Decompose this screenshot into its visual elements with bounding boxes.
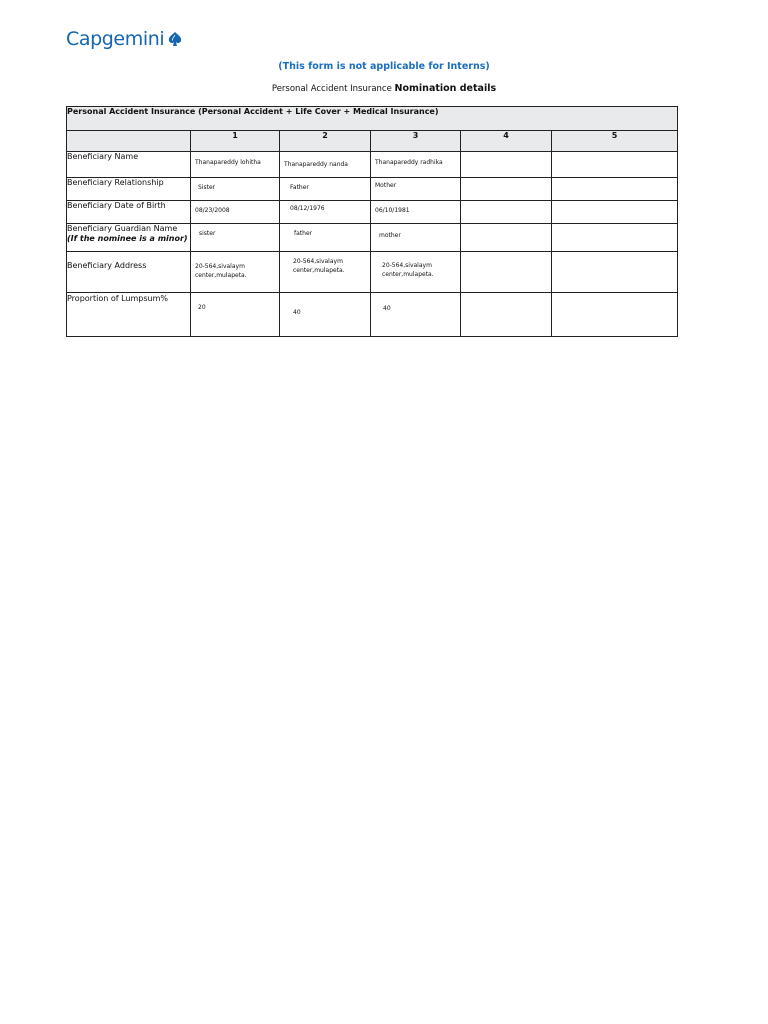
subtitle-bold: Nomination details xyxy=(394,83,497,94)
cell-value: 06/10/1981 xyxy=(375,207,410,214)
relationship-cell-3[interactable] xyxy=(371,178,461,201)
relationship-cell-1[interactable] xyxy=(191,178,280,201)
lumpsum-cell-2[interactable] xyxy=(280,293,371,337)
relationship-cell-2[interactable] xyxy=(280,178,371,201)
table-row-lumpsum-proportion xyxy=(67,293,678,337)
guardian-cell-5[interactable] xyxy=(552,224,678,252)
guardian-cell-1[interactable] xyxy=(191,224,280,252)
lumpsum-cell-1[interactable] xyxy=(191,293,280,337)
table-row-address xyxy=(67,252,678,293)
guardian-cell-2[interactable] xyxy=(280,224,371,252)
dob-cell-4[interactable] xyxy=(461,201,552,224)
cell-value: 08/23/2008 xyxy=(195,207,230,214)
name-cell-1[interactable] xyxy=(191,152,280,178)
name-cell-5[interactable] xyxy=(552,152,678,178)
dob-cell-3[interactable] xyxy=(371,201,461,224)
column-header-row xyxy=(67,131,678,152)
cell-value: Thanapareddy radhika xyxy=(375,159,443,166)
cell-value: 40 xyxy=(383,305,391,312)
row-label: Proportion of Lumpsum% xyxy=(67,293,191,337)
cell-value: father xyxy=(294,230,313,237)
table-row-beneficiary-name xyxy=(67,152,678,178)
row-label: Beneficiary Date of Birth xyxy=(67,201,191,224)
name-cell-3[interactable] xyxy=(371,152,461,178)
nomination-table xyxy=(66,106,678,337)
table-title: Personal Accident Insurance (Personal Accident + Life Cover + Medical Insurance) xyxy=(67,107,678,131)
dob-cell-2[interactable] xyxy=(280,201,371,224)
header-blank-cell xyxy=(67,131,191,152)
cell-value: Sister xyxy=(198,184,216,191)
column-header: 3 xyxy=(371,131,461,152)
column-header: 4 xyxy=(461,131,552,152)
spade-icon xyxy=(167,31,183,47)
table-row-guardian-name xyxy=(67,224,678,252)
guardian-cell-4[interactable] xyxy=(461,224,552,252)
address-cell-5[interactable] xyxy=(552,252,678,293)
guardian-minor-note: (If the nominee is a minor) xyxy=(67,234,188,243)
row-label xyxy=(67,224,191,252)
table-row-date-of-birth xyxy=(67,201,678,224)
cell-value: 40 xyxy=(293,309,301,316)
cell-value: sister xyxy=(199,230,216,237)
lumpsum-cell-4[interactable] xyxy=(461,293,552,337)
address-cell-3[interactable] xyxy=(371,252,461,293)
cell-value: 08/12/1976 xyxy=(290,205,325,212)
address-cell-2[interactable] xyxy=(280,252,371,293)
lumpsum-cell-3[interactable] xyxy=(371,293,461,337)
row-label: Beneficiary Name xyxy=(67,152,191,178)
guardian-label: Beneficiary Guardian Name xyxy=(67,224,178,233)
page-subtitle xyxy=(0,83,768,94)
address-cell-4[interactable] xyxy=(461,252,552,293)
cell-value: 20-564,sivalaym center,mulapeta. xyxy=(195,263,247,279)
relationship-cell-4[interactable] xyxy=(461,178,552,201)
address-cell-1[interactable] xyxy=(191,252,280,293)
cell-value: 20 xyxy=(198,304,206,311)
name-cell-2[interactable] xyxy=(280,152,371,178)
table-row-relationship xyxy=(67,178,678,201)
subtitle-regular: Personal Accident Insurance xyxy=(271,84,392,94)
name-cell-4[interactable] xyxy=(461,152,552,178)
capgemini-logo xyxy=(66,26,183,52)
cell-value: 20-564,sivalaym center,mulapeta. xyxy=(382,262,434,278)
cell-value: Father xyxy=(290,184,309,191)
lumpsum-cell-5[interactable] xyxy=(552,293,678,337)
dob-cell-5[interactable] xyxy=(552,201,678,224)
column-header: 1 xyxy=(191,131,280,152)
column-header: 2 xyxy=(280,131,371,152)
cell-value: mother xyxy=(379,232,401,239)
cell-value: Mother xyxy=(375,182,397,189)
dob-cell-1[interactable] xyxy=(191,201,280,224)
cell-value: Thanapareddy lohitha xyxy=(195,159,261,166)
cell-value: 20-564,sivalaym center,mulapeta. xyxy=(293,258,345,274)
logo-text: Capgemini xyxy=(66,28,165,50)
intern-notice: (This form is not applicable for Interns) xyxy=(278,61,490,72)
cell-value: Thanapareddy nanda xyxy=(284,161,348,168)
row-label: Beneficiary Relationship xyxy=(67,178,191,201)
relationship-cell-5[interactable] xyxy=(552,178,678,201)
guardian-cell-3[interactable] xyxy=(371,224,461,252)
row-label: Beneficiary Address xyxy=(67,252,191,293)
table-title-row xyxy=(67,107,678,131)
column-header: 5 xyxy=(552,131,678,152)
